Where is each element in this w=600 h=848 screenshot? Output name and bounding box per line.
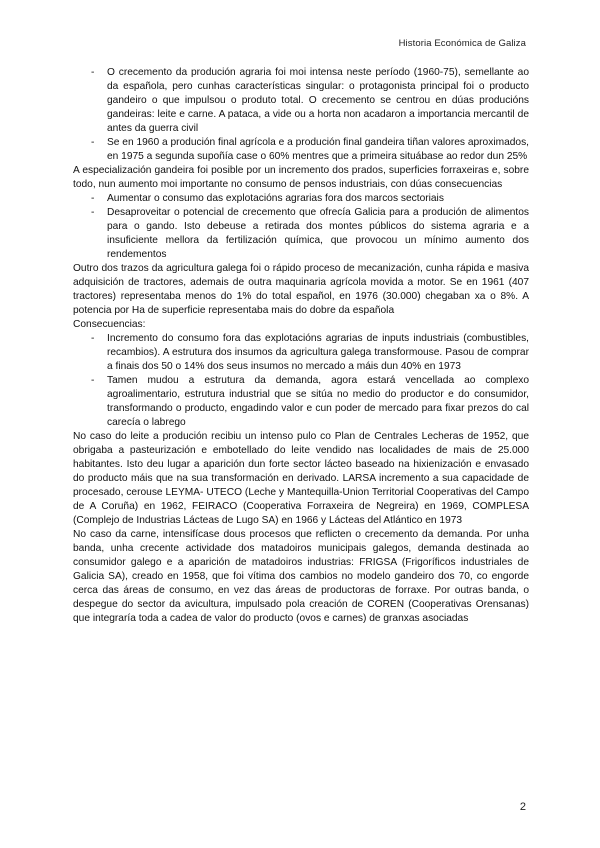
running-header: Historia Económica de Galiza xyxy=(398,38,526,49)
list-item-text: Aumentar o consumo das explotacións agrarias fora dos marcos sectoriais xyxy=(107,193,444,204)
list-item-text: O crecemento da produción agraria foi moi intensa neste período (1960-75), semellante ao da española, pero cunhas características singular: o protagonista principal foi o producto gandeiro o que impulsou o produto total. O crecemento se centrou en dúas producións gandeiras: leite e carne. A pataca, a vide ou a horta non acadaron a importancia mercantil de antes da guerra civil xyxy=(107,67,529,134)
dash-bullet: - xyxy=(91,207,95,218)
paragraph-meat: No caso da carne, intensifícase dous procesos que reflicten o crecemento da demanda. Por unha banda, unha crecente actividade dos matadoiros municipais galegos, demanda destinada ao consumidor galego e a aparición de matadoiros industrias: FRIGSA (Frigoríficos industriales de Galicia SA), creado en 1958, que foi vítima dos cambios no modelo gandeiro dos 70, co engorde cerca das áreas de consumo, en vez das áreas de productoras de forraxe. Por outras banda, o despegue do sector da avicultura, impulsado pola creación de COREN (Cooperativas Orensanas) que integraría toda a cadea de valor do producto (ovos e carnes) de granxas asociadas xyxy=(73,529,529,624)
bullet-list-production xyxy=(73,66,529,164)
list-item-text: Se en 1960 a produción final agrícola e a produción final gandeira tiñan valores aproximados, en 1975 a segunda supoñía case o 60% mentres que a primeira situábase ao redor dun 25% xyxy=(107,137,529,162)
dash-bullet: - xyxy=(91,375,95,386)
dash-bullet: - xyxy=(91,193,95,204)
list-item-text: Desaproveitar o potencial de crecemento que ofrecía Galicia para a produción de alimentos para o gando. Isto debeuse a retirada dos montes públicos do sistema agraria e a insuficiente mellora da fertilización química, que provocou un mínimo aumento dos rendementos xyxy=(107,207,529,260)
paragraph-mechanization: Outro dos trazos da agricultura galega foi o rápido proceso de mecanización, cunha rápida e masiva adquisición de tractores, ademais de outra maquinaria agrícola movida a motor. Se en 1961 (407 tractores) representaba menos do 1% do total español, en 1976 (30.000) chegaban xa o 8%. A potencia por Ha de superficie representaba mais do dobre da española xyxy=(73,263,529,316)
list-item-text: Incremento do consumo fora das explotacións agrarias de inputs industriais (combustibles, recambios). A estrutura dos insumos da agricultura galega transformouse. Pasou de comprar a finais dos 50 o 14% dos seus insumos no mercado a máis dun 40% en 1973 xyxy=(107,333,529,372)
dash-bullet: - xyxy=(91,67,95,78)
list-item xyxy=(73,206,529,262)
paragraph-consequences-heading: Consecuencias: xyxy=(73,319,146,330)
page-body xyxy=(73,66,529,626)
list-item xyxy=(73,192,529,206)
dash-bullet: - xyxy=(91,137,95,148)
page-number: 2 xyxy=(519,801,526,813)
list-item xyxy=(73,66,529,136)
paragraph-livestock-specialization: A especialización gandeira foi posible por un incremento dos prados, superficies forraxeiras e, sobre todo, nun aumento moi importante no consumo de pensos industriais, con dúas consecuencias xyxy=(73,165,529,190)
list-item xyxy=(73,136,529,164)
bullet-list-consequences-mechanization xyxy=(73,332,529,430)
dash-bullet: - xyxy=(91,333,95,344)
bullet-list-consequences-feed xyxy=(73,192,529,262)
list-item xyxy=(73,332,529,374)
list-item xyxy=(73,374,529,430)
list-item-text: Tamen mudou a estrutura da demanda, agora estará vencellada ao complexo agroalimentario, estrutura industrial que se sitúa no medio do productor e do consumidor, transformando o producto, engadindo valor e cun poder de mercado para fixar prezos do cal carecía o labrego xyxy=(107,375,529,428)
paragraph-milk: No caso do leite a produción recibiu un intenso pulo co Plan de Centrales Lecheras de 1952, que obrigaba a pasteurización e embotellado do leite vendido nas localidades de mais de 25.000 habitantes. Isto deu lugar a aparición dun forte sector lácteo baseado na hixienización e envasado do producto máis que na sua transformación en derivado. LARSA incremento a sua capacidade de procesado, cerouse LEYMA- UTECO (Leche y Mantequilla-Union Territorial Cooperativas del Campo de A Coruña) en 1962, FEIRACO (Cooperativa Forraxeira de Negreira) en 1969, COMPLESA (Complejo de Industrias Lácteas de Lugo SA) en 1966 y Lácteas del Atlántico en 1973 xyxy=(73,431,529,526)
